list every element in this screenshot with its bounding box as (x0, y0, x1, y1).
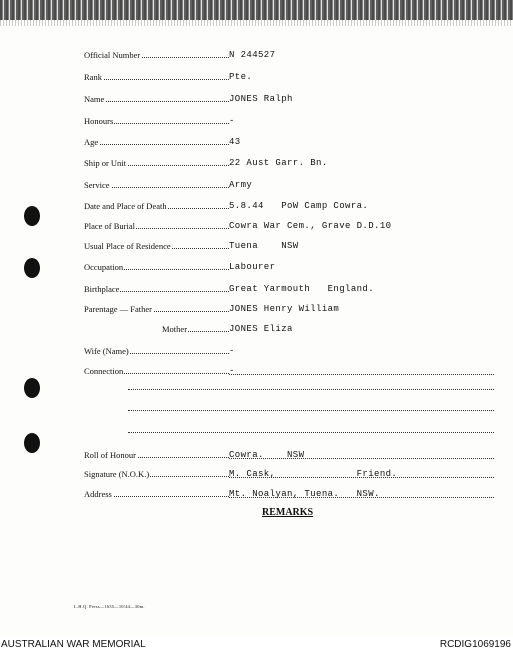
field-address (84, 485, 494, 499)
printer-imprint: L.H.Q. Press—1635—10/44—30m. (74, 604, 145, 609)
field-rank (84, 68, 494, 82)
field-value: - (229, 116, 235, 126)
field-label: Rank (84, 72, 102, 82)
field-value: 22 Aust Garr. Bn. (229, 158, 328, 168)
field-value: Pte. (229, 72, 253, 82)
field-connection (84, 362, 494, 376)
field-value: Cowra. NSW (229, 450, 305, 460)
footer-record-id: RCDIG1069196 (439, 639, 511, 650)
field-value: Labourer (229, 262, 276, 272)
field-value: Tuena NSW (229, 241, 299, 251)
field-label: Birthplace (84, 284, 120, 294)
field-value: 43 (229, 137, 241, 147)
leader-dots (84, 101, 229, 102)
field-birthplace (84, 280, 494, 294)
remarks-heading: REMARKS (262, 507, 314, 518)
field-value: Cowra War Cem., Grave D.D.10 (229, 221, 392, 231)
archive-footer (0, 636, 513, 654)
field-place-of-burial (84, 217, 494, 231)
field-label: Connection (84, 366, 124, 376)
punch-hole (24, 378, 40, 398)
field-value: Great Yarmouth England. (229, 284, 375, 294)
field-label: Parentage — Father (84, 304, 152, 314)
field-label: Age (84, 137, 99, 147)
leader-dots (84, 144, 229, 145)
field-roll-of-honour (84, 446, 494, 460)
field-label: Wife (Name) (84, 346, 129, 356)
field-label: Service (84, 180, 110, 190)
field-official-number (84, 46, 494, 60)
punch-hole (24, 206, 40, 226)
scan-edge (0, 0, 513, 20)
field-label: Ship or Unit (84, 158, 127, 168)
punch-hole (24, 433, 40, 453)
field-honours (84, 112, 494, 126)
connection-continuation-line (128, 389, 494, 390)
field-value: 5.8.44 PoW Camp Cowra. (229, 201, 369, 211)
field-label: Occupation (84, 262, 124, 272)
field-value: JONES Henry William (229, 304, 340, 314)
field-date-place-of-death (84, 197, 494, 211)
value-line (229, 374, 494, 375)
field-label: Place of Burial (84, 221, 135, 231)
field-age (84, 133, 494, 147)
field-occupation (84, 258, 494, 272)
field-label: Signature (N.O.K.) (84, 469, 150, 479)
field-parentage-mother (84, 320, 494, 334)
field-ship-or-unit (84, 154, 494, 168)
scan-edge-noise (0, 20, 513, 26)
field-value: Army (229, 180, 253, 190)
field-service (84, 176, 494, 190)
field-value: Mt. Noalyan, Tuena. NSW. (229, 489, 380, 499)
field-label: Name (84, 94, 105, 104)
field-parentage-father (84, 300, 494, 314)
connection-continuation-line (128, 432, 494, 433)
field-label: Mother (162, 324, 188, 334)
footer-institution: AUSTRALIAN WAR MEMORIAL (1, 639, 146, 650)
connection-continuation-line (128, 410, 494, 411)
leader-dots (84, 79, 229, 80)
punch-hole (24, 258, 40, 278)
field-wife-name (84, 342, 494, 356)
field-usual-residence (84, 237, 494, 251)
field-value: N 244527 (229, 50, 276, 60)
field-label: Honours (84, 116, 114, 126)
field-label: Official Number (84, 50, 141, 60)
field-value: JONES Ralph (229, 94, 293, 104)
field-label: Usual Place of Residence (84, 241, 171, 251)
field-value: - (229, 366, 235, 376)
field-name (84, 90, 494, 104)
field-value: - (229, 346, 235, 356)
field-label: Roll of Honour (84, 450, 136, 460)
field-label: Address (84, 489, 112, 499)
field-value: M. Cask, Friend. (229, 469, 398, 479)
field-label: Date and Place of Death (84, 201, 167, 211)
field-value: JONES Eliza (229, 324, 293, 334)
field-signature-nok (84, 465, 494, 479)
